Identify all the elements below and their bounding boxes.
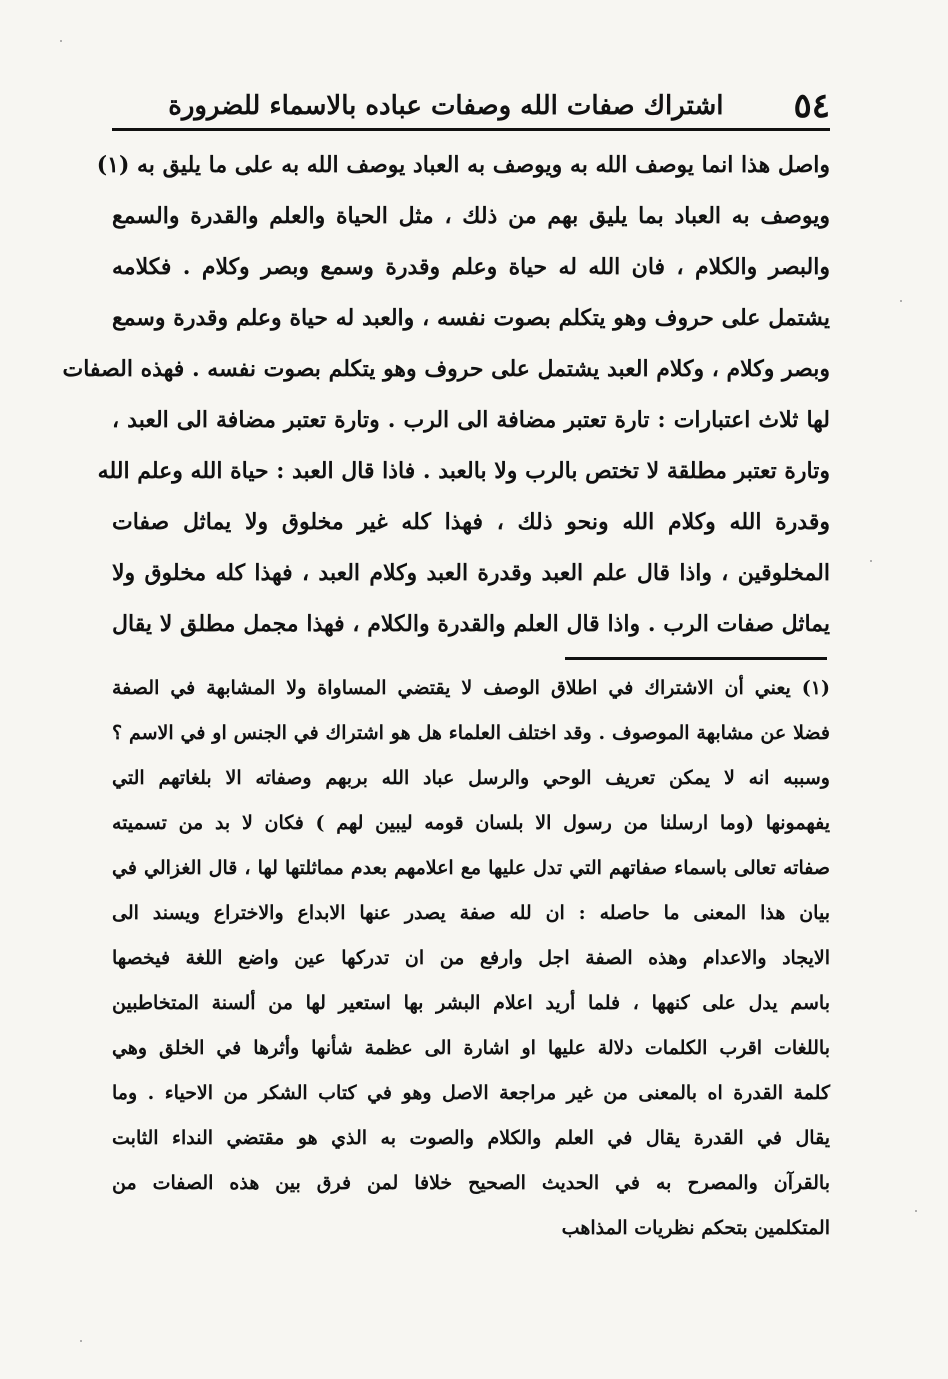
footnote-line: باسم يدل على كنهها ، فلما أريد اعلام البشر بها استعير لها من ألسنة المتخاطبين [112, 992, 830, 1014]
footnote-line: باللغات اقرب الكلمات دلالة عليها او اشارة الى عظمة شأنها وأثرها في الخلق وهي [112, 1037, 830, 1059]
running-title: اشتراك صفات الله وصفات عباده بالاسماء للضرورة [168, 91, 724, 121]
footnote-line: يفهمونها (وما ارسلنا من رسول الا بلسان قومه ليبين لهم ) فكان لا بد من تسميته [112, 812, 830, 834]
footnote-line: وسببه انه لا يمكن تعريف الوحي والرسل عباد الله بربهم وصفاته الا بلغاتهم التي [112, 767, 830, 789]
footnote [112, 666, 830, 1251]
footnote-line: بيان هذا المعنى ما حاصله : ان لله صفة يصدر عنها الابداع والاختراع ويسند الى [112, 902, 830, 924]
text-line: وقدرة الله وكلام الله ونحو ذلك ، فهذا كله غير مخلوق ولا يماثل صفات [112, 509, 830, 535]
text-line: يماثل صفات الرب . واذا قال العلم والقدرة والكلام ، فهذا مجمل مطلق لا يقال [112, 611, 830, 637]
footnote-line: فضلا عن مشابهة الموصوف . وقد اختلف العلماء هل هو اشتراك في الجنس او في الاسم ؟ [112, 722, 830, 744]
text-line: لها ثلاث اعتبارات : تارة تعتبر مضافة الى الرب . وتارة تعتبر مضافة الى العبد ، [112, 407, 830, 433]
header-rule [112, 128, 830, 131]
text-line: والبصر والكلام ، فان الله له حياة وعلم وقدرة وسمع وبصر وكلام . فكلامه [112, 254, 830, 280]
footnote-line: بالقرآن والمصرح به في الحديث الصحيح خلافا لمن فرق بين هذه الصفات من [112, 1172, 830, 1194]
footnote-line: (١) يعني أن الاشتراك في اطلاق الوصف لا يقتضي المساواة ولا المشابهة في الصفة [112, 677, 830, 699]
scan-speck [900, 300, 902, 302]
text-line: يشتمل على حروف وهو يتكلم بصوت نفسه ، والعبد له حياة وعلم وقدرة وسمع [112, 305, 830, 331]
text-line: ويوصف به العباد بما يليق بهم من ذلك ، مثل الحياة والعلم والقدرة والسمع [112, 203, 830, 229]
text-line: وبصر وكلام ، وكلام العبد يشتمل على حروف وهو يتكلم بصوت نفسه . فهذه الصفات [62, 356, 830, 382]
page-header [112, 78, 830, 126]
text-line: المخلوقين ، واذا قال علم العبد وقدرة العبد وكلام العبد ، فهذا كله مخلوق ولا [112, 560, 830, 586]
scan-speck [915, 1210, 917, 1212]
footnote-line: صفاته تعالى باسماء صفاتهم التي تدل عليها مع اعلامهم بعدم مماثلتها لها ، قال الغزالي في [112, 857, 830, 879]
scan-speck [80, 1340, 82, 1342]
footnote-line: كلمة القدرة اه بالمعنى من غير مراجعة الاصل وهو في كتاب الشكر من الاحياء . وما [112, 1082, 830, 1104]
text-line: واصل هذا انما يوصف الله به ويوصف به العباد يوصف الله به على ما يليق به (١) [96, 152, 830, 178]
text-line: وتارة تعتبر مطلقة لا تختص بالرب ولا بالعبد . فاذا قال العبد : حياة الله وعلم الله [97, 458, 830, 484]
footnote-separator [565, 657, 827, 660]
footnote-line: الايجاد والاعدام وهذه الصفة اجل وارفع من ان تدركها عين واضع اللغة فيخصها [112, 947, 830, 969]
page-number: ٥٤ [793, 86, 830, 126]
scan-speck [60, 40, 62, 42]
footnote-line: يقال في القدرة يقال في العلم والكلام والصوت به الذي هو مقتضي النداء الثابت [112, 1127, 830, 1149]
footnote-line: المتكلمين بتحكم نظريات المذاهب [561, 1217, 830, 1239]
main-text [62, 140, 830, 650]
scan-speck [870, 560, 872, 562]
